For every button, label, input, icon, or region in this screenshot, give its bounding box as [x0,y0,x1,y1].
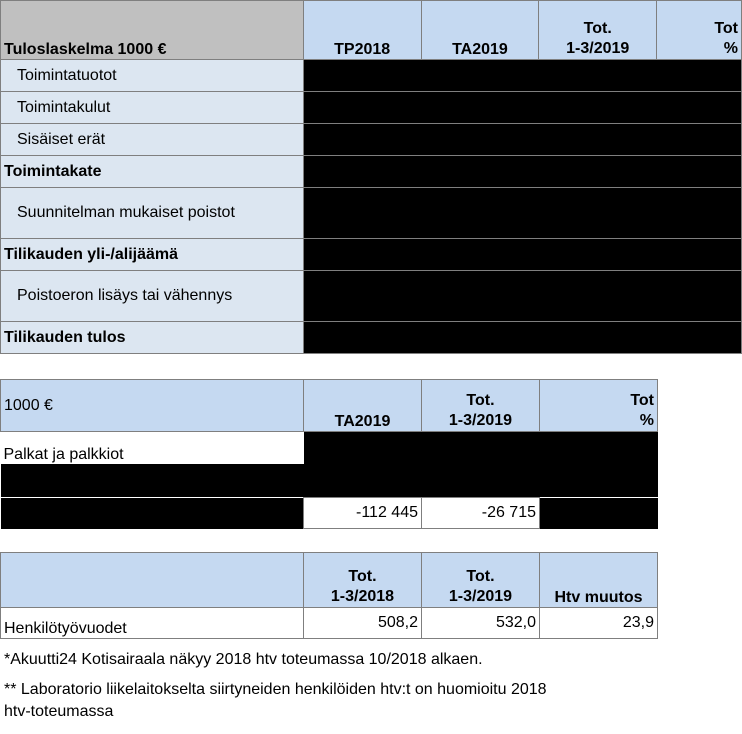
redacted-cells [303,271,741,322]
row-label: Toimintakate [1,156,304,188]
table-row [1,608,658,639]
income-header-row [1,1,742,60]
redacted-cells [303,188,741,239]
income-statement-title: Tuloslaskelma 1000 € [1,1,304,60]
row-label: Tilikauden yli-/alijäämä [1,239,304,271]
row-label: Sisäiset erät [1,124,304,156]
redacted-cells [304,432,658,464]
table-row [1,239,742,271]
person-years-header-row [1,553,658,608]
salaries-header-row [1,380,658,432]
col-ta2019: TA2019 [304,380,422,432]
col-tot-percent: Tot % [657,1,742,60]
col-htv-muutos: Htv muutos [540,553,658,608]
table-row [1,156,742,188]
empty-header-cell [1,553,304,608]
footnote: ** Laboratorio liikelaitokselta siirtyneiden henkilöiden htv:t on huomioitu 2018 [4,681,547,698]
redacted-cell [540,498,658,529]
table-row [1,271,742,322]
row-label: Suunnitelman mukaiset poistot [1,188,304,239]
value-change: 23,9 [540,608,658,639]
col-tot-1-3-2019: Tot. 1-3/2019 [422,553,540,608]
col-tot-percent: Tot % [540,380,658,432]
row-label: Tilikauden tulos [1,322,304,354]
table-row [1,124,742,156]
col-tp2018: TP2018 [303,1,421,60]
col-ta2019: TA2019 [421,1,539,60]
row-label: Toimintatuotot [1,60,304,92]
table-row [1,60,742,92]
table-row [1,498,658,529]
row-label: Palkat ja palkkiot [1,432,304,464]
row-label: Henkilötyövuodet [1,608,304,639]
unit-label: 1000 € [1,380,304,432]
table-row [1,322,742,354]
income-statement-table [0,0,742,354]
row-label: Toimintakulut [1,92,304,124]
value-2018: 508,2 [304,608,422,639]
redacted-cells [303,322,741,354]
value-2019: 532,0 [422,608,540,639]
total-ta2019: -112 445 [304,498,422,529]
footnote: *Akuutti24 Kotisairaala näkyy 2018 htv toteumassa 10/2018 alkaen. [4,651,483,668]
col-tot-1-3-2019: Tot. 1-3/2019 [539,1,657,60]
redacted-cells [303,124,741,156]
row-label: Poistoeron lisäys tai vähennys [1,271,304,322]
redacted-cell [1,498,304,529]
redacted-cells [303,156,741,188]
person-years-table [0,552,658,639]
redacted-row [1,464,658,498]
salaries-table [0,379,658,529]
footnote: htv-toteumassa [4,703,114,720]
redacted-cells [1,464,658,498]
col-tot-1-3-2019: Tot. 1-3/2019 [422,380,540,432]
col-tot-1-3-2018: Tot. 1-3/2018 [304,553,422,608]
redacted-cells [303,60,741,92]
total-tot-1-3-2019: -26 715 [422,498,540,529]
redacted-cells [303,239,741,271]
table-row [1,432,658,464]
redacted-cells [303,92,741,124]
table-row [1,92,742,124]
table-row [1,188,742,239]
